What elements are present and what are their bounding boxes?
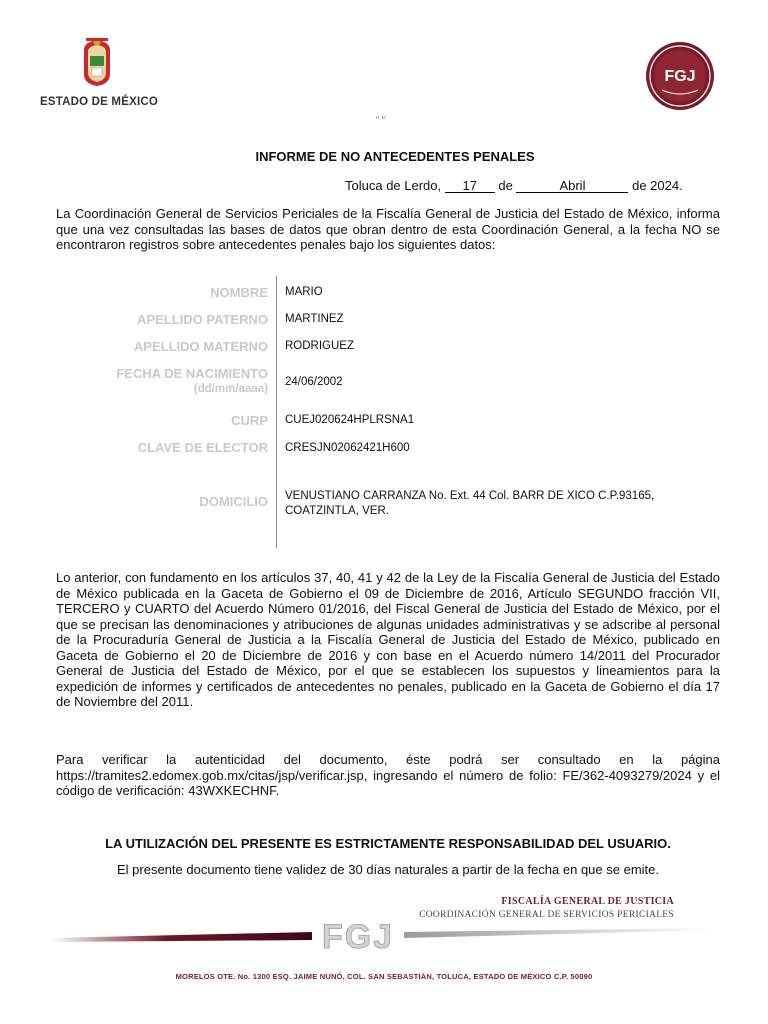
value-curp: CUEJ020624HPLRSNA1 — [285, 414, 415, 426]
footer-address: MORELOS OTE. No. 1300 ESQ. JAIME NUNÓ, COL. SAN SEBASTIÁN, TOLUCA, ESTADO DE MÉXICO C.P. 50090 — [175, 972, 593, 981]
responsibility-notice: LA UTILIZACIÓN DEL PRESENTE ES ESTRICTAMENTE RESPONSABILIDAD DEL USUARIO. — [105, 836, 671, 851]
value-apellido-paterno: MARTINEZ — [285, 313, 344, 325]
estado-de-mexico-logo — [40, 36, 158, 108]
date-connector: de — [498, 178, 513, 193]
state-crest-icon — [78, 36, 116, 88]
date-month: Abril — [516, 179, 628, 193]
label-apellido-materno: APELLIDO MATERNO — [133, 339, 268, 354]
date-year: de 2024. — [632, 178, 683, 193]
document-title: INFORME DE NO ANTECEDENTES PENALES — [255, 149, 535, 164]
label-fecha-nacimiento: FECHA DE NACIMIENTO — [116, 366, 268, 381]
footer-coordination-name: COORDINACIÓN GENERAL DE SERVICIOS PERICIALES — [419, 910, 674, 920]
legal-basis-paragraph: Lo anterior, con fundamento en los artículos 37, 40, 41 y 42 de la Ley de la Fiscalía General de Justicia del Estado de México publicada en la Gaceta de Gobierno el 09 de Diciembre de 2016, Artículo SEGUNDO fracción VII, TERCERO y CUARTO del Acuerdo Número 01/2016, del Fiscal General de Justicia del Estado de México, por el que se precisan las denominaciones y atribuciones de algunas unidades administrativas y se adscribe al personal de la Procuraduría General de Justicia a la Fiscalía General de Justicia del Estado de México, publicado en Gaceta de Gobierno el 20 de Diciembre de 2016 y con base en el Acuerdo número 14/2011 del Procurador General de Justicia del Estado de México, por el que se establecen los supuestos y lineamientos para la expedición de informes y certificados de antecedentes no penales, publicado en la Gaceta de Gobierno el día 17 de Noviembre del 2011. — [56, 570, 720, 709]
value-fecha-nacimiento: 24/06/2002 — [285, 376, 343, 388]
value-clave-elector: CRESJN02062421H600 — [285, 442, 410, 454]
state-name: ESTADO DE MÉXICO — [40, 96, 158, 108]
value-apellido-materno: RODRIGUEZ — [285, 340, 354, 352]
date-line — [345, 178, 683, 193]
intro-paragraph: La Coordinación General de Servicios Periciales de la Fiscalía General de Justicia del Estado de México, informa que una vez consultadas las bases de datos que obran dentro de esta Coordinación General, a la fecha NO se encontraron registros sobre antecedentes penales bajo los siguientes datos: — [56, 206, 720, 252]
fgj-seal-text: FGJ — [664, 68, 696, 85]
label-fecha-formato: (dd/mm/aaaa) — [193, 383, 268, 395]
validity-notice: El presente documento tiene validez de 30 días naturales a partir de la fecha en que se emite. — [116, 862, 659, 877]
footer-fgj-logo-text: FGJ — [321, 918, 395, 956]
label-curp: CURP — [231, 413, 268, 428]
label-nombre: NOMBRE — [210, 285, 268, 300]
date-day: 17 — [445, 179, 495, 193]
verification-paragraph: Para verificar la autenticidad del documento, éste podrá ser consultado en la página https://tramites2.edomex.gob.mx/citas/jsp/verificar.jsp, ingresando el número de folio: FE/362-4093279/2024 y el código de verificación: 43WXKECHNF. — [56, 752, 720, 798]
fgj-seal-icon — [644, 40, 716, 112]
value-domicilio-line2: COATZINTLA, VER. — [285, 505, 389, 517]
value-nombre: MARIO — [285, 286, 323, 298]
personal-data-table — [56, 276, 720, 548]
label-domicilio: DOMICILIO — [199, 494, 268, 509]
footer-org-name: FISCALÍA GENERAL DE JUSTICIA — [501, 896, 674, 907]
label-clave-elector: CLAVE DE ELECTOR — [137, 440, 268, 455]
label-apellido-paterno: APELLIDO PATERNO — [137, 312, 268, 327]
table-divider — [276, 276, 277, 548]
date-city: Toluca de Lerdo, — [345, 178, 442, 193]
value-domicilio-line1: VENUSTIANO CARRANZA No. Ext. 44 Col. BARR DE XICO C.P.93165, — [285, 490, 655, 502]
header-mark: " " — [376, 115, 385, 125]
